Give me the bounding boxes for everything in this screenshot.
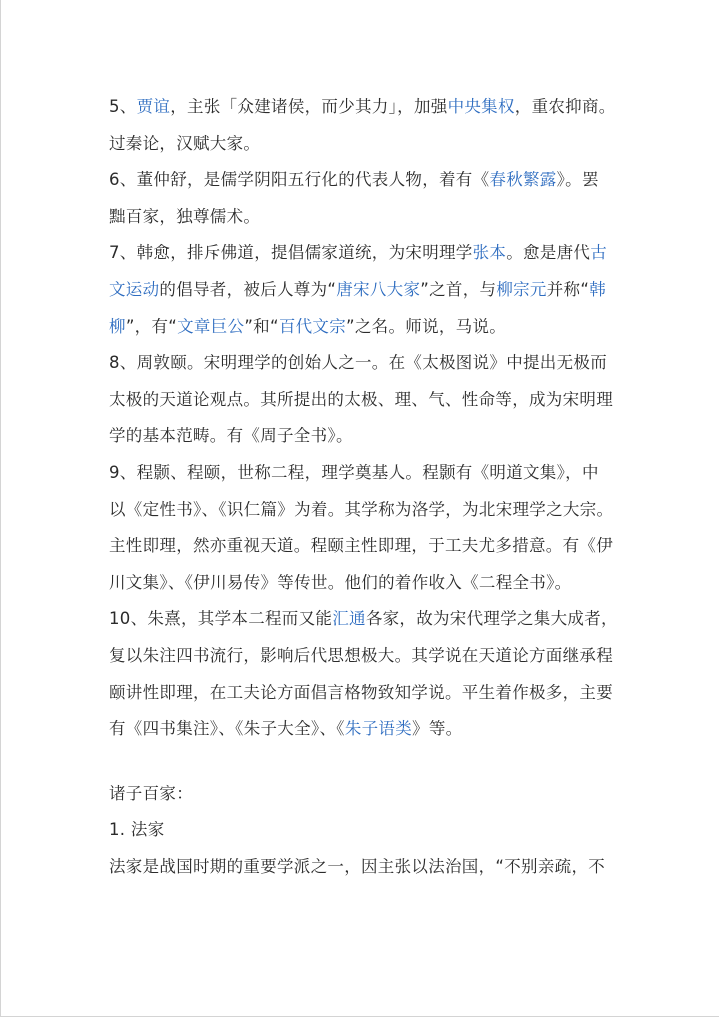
paragraph-line xyxy=(109,492,619,529)
text-run: 8、周敦颐。宋明理学的创始人之一。在《太极图说》中提出无极而 xyxy=(109,353,607,373)
paragraph-line xyxy=(109,345,619,382)
text-run: 黜百家，独尊儒术。 xyxy=(109,206,261,226)
text-run: 10、朱熹，其学本二程而又能 xyxy=(109,609,333,629)
paragraph-line xyxy=(109,776,619,813)
paragraph-line xyxy=(109,272,619,309)
paragraph-line xyxy=(109,812,619,849)
text-run: 。愈是唐代 xyxy=(506,243,591,263)
text-run: 以《定性书》、《识仁篇》为着。其学称为洛学，为北宋理学之大宗。 xyxy=(109,499,614,519)
text-run: 川文集》、《伊川易传》等传世。他们的着作收入《二程全书》。 xyxy=(109,572,572,592)
text-run: 6、董仲舒，是儒学阴阳五行化的代表人物，着有《 xyxy=(109,170,490,190)
paragraph-line xyxy=(109,309,619,346)
text-run: ，主张「众建诸侯，而少其力」，加强 xyxy=(170,97,448,116)
term-link[interactable]: 春秋繁露 xyxy=(489,170,557,190)
paragraph-line xyxy=(109,601,619,638)
text-run: 各家，故为宋代理学之集大成者， xyxy=(365,609,618,629)
text-run: 有《四书集注》、《朱子大全》、《 xyxy=(109,719,345,739)
text-run: ”和“ xyxy=(244,316,279,336)
text-run: 5、 xyxy=(109,97,137,116)
paragraph-line xyxy=(109,528,619,565)
paragraph-line xyxy=(109,382,619,419)
text-run: 9、程颢、程颐，世称二程，理学奠基人。程颢有《明道文集》，中 xyxy=(109,462,599,482)
paragraph-line xyxy=(109,711,619,748)
text-run: 7、韩愈，排斥佛道，提倡儒家道统，为宋明理学 xyxy=(109,243,473,263)
text-run: ”之首，与 xyxy=(420,279,497,299)
text-run: ，重农抑商。 xyxy=(514,97,616,116)
term-link[interactable]: 中央集权 xyxy=(447,97,515,116)
paragraph-line xyxy=(109,199,619,236)
term-link[interactable]: 柳 xyxy=(109,316,126,336)
text-run: 复以朱注四书流行，影响后代思想极大。其学说在天道论方面继承程 xyxy=(109,645,613,665)
paragraph-line xyxy=(109,638,619,675)
text-run: 》。罢 xyxy=(556,170,599,190)
term-link[interactable]: 百代文宗 xyxy=(278,316,347,336)
paragraph-line xyxy=(109,235,619,272)
article-body xyxy=(109,89,619,885)
term-link[interactable]: 柳宗元 xyxy=(496,279,547,299)
paragraph-line xyxy=(109,849,619,886)
term-link[interactable]: 张本 xyxy=(472,243,507,263)
text-run: 过秦论，汉赋大家。 xyxy=(109,133,261,153)
term-link[interactable]: 汇通 xyxy=(332,609,366,629)
text-run: 》等。 xyxy=(412,719,463,739)
text-run: 学的基本范畴。有《周子全书》。 xyxy=(109,426,353,446)
text-run: 并称“ xyxy=(546,279,590,299)
paragraph-line xyxy=(109,126,619,163)
text-run: 法家是战国时期的重要学派之一，因主张以法治国，“不别亲疏，不 xyxy=(109,856,606,876)
text-run: 颐讲性即理，在工夫论方面倡言格物致知学说。平生着作极多，主要 xyxy=(109,682,613,702)
text-run: 主性即理，然亦重视天道。程颐主性即理，于工夫尤多措意。有《伊 xyxy=(109,536,613,556)
term-link[interactable]: 贾谊 xyxy=(136,97,171,116)
paragraph-line xyxy=(109,418,619,455)
text-run: ”，有“ xyxy=(125,316,178,336)
paragraph-spacer xyxy=(109,748,619,776)
term-link[interactable]: 古 xyxy=(590,243,608,263)
term-link[interactable]: 文运动 xyxy=(109,279,160,299)
term-link[interactable]: 唐宋八大家 xyxy=(336,279,421,299)
paragraph-line xyxy=(109,565,619,602)
paragraph-line xyxy=(109,89,619,126)
text-run: 太极的天道论观点。其所提出的太极、理、气、性命等，成为宋明理 xyxy=(109,389,613,409)
term-link[interactable]: 韩 xyxy=(589,279,606,299)
term-link[interactable]: 朱子语类 xyxy=(344,719,413,739)
text-run: 的倡导者，被后人尊为“ xyxy=(159,279,337,299)
text-run: 1. 法家 xyxy=(109,820,165,840)
term-link[interactable]: 文章巨公 xyxy=(177,316,245,336)
paragraph-line xyxy=(109,162,619,199)
text-run: ”之名。师说，马说。 xyxy=(346,316,507,336)
paragraph-line xyxy=(109,455,619,492)
text-run: 诸子百家： xyxy=(109,783,193,803)
paragraph-line xyxy=(109,675,619,712)
